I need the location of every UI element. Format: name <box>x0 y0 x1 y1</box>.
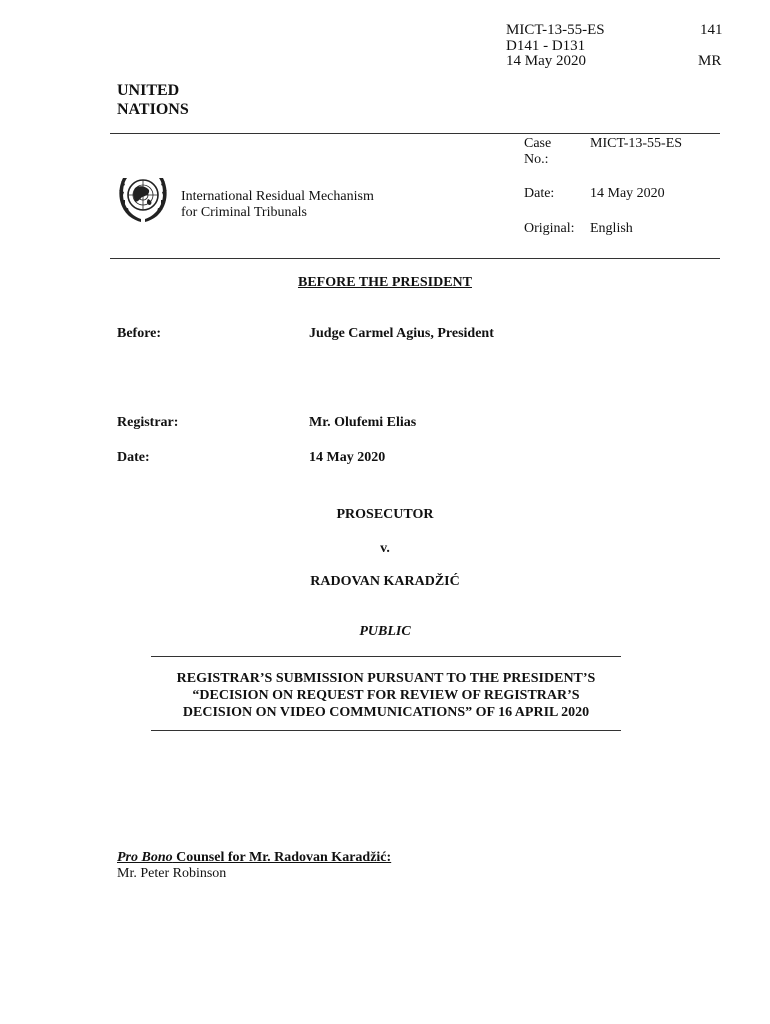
header-page-number: 141 <box>700 22 723 38</box>
submission-title-line-1: REGISTRAR’S SUBMISSION PURSUANT TO THE PRESIDENT’S <box>176 671 596 686</box>
before-value: Judge Carmel Agius, President <box>309 326 494 341</box>
divider-mid <box>110 258 720 259</box>
counsel-pro-bono: Pro Bono <box>117 850 173 865</box>
header-case-number: MICT-13-55-ES <box>506 22 605 38</box>
original-value: English <box>590 221 633 236</box>
submission-title-line-2: “DECISION ON REQUEST FOR REVIEW OF REGISTRAR’S <box>192 688 580 703</box>
body-date-value: 14 May 2020 <box>309 450 386 465</box>
org-line-1: UNITED <box>117 82 180 99</box>
title-rule-top <box>151 656 621 657</box>
submission-title-line-3: DECISION ON VIDEO COMMUNICATIONS” OF 16 APRIL 2020 <box>182 705 590 720</box>
header-range: D141 - D131 <box>506 38 586 54</box>
registrar-value: Mr. Olufemi Elias <box>309 415 417 430</box>
original-label: Original: <box>524 221 575 236</box>
case-label-2: No.: <box>524 152 549 167</box>
counsel-name: Mr. Peter Robinson <box>117 866 227 881</box>
heading-before-president: BEFORE THE PRESIDENT <box>297 275 472 290</box>
counsel-heading <box>117 850 391 866</box>
institution-line-2: for Criminal Tribunals <box>181 205 308 220</box>
case-label-1: Case <box>524 136 552 151</box>
un-emblem-icon <box>115 170 171 224</box>
title-rule-bottom <box>151 730 621 731</box>
case-value: MICT-13-55-ES <box>590 136 683 151</box>
body-date-label: Date: <box>117 450 150 465</box>
date-value: 14 May 2020 <box>590 186 665 201</box>
versus: v. <box>380 541 390 556</box>
org-line-2: NATIONS <box>117 101 189 118</box>
counsel-heading-rest: Counsel for Mr. Radovan Karadžić: <box>172 850 392 865</box>
registrar-label: Registrar: <box>117 415 179 430</box>
divider-top <box>110 133 720 134</box>
header-initials: MR <box>698 53 722 69</box>
date-label: Date: <box>524 186 555 201</box>
classification: PUBLIC <box>359 624 411 639</box>
party-prosecutor: PROSECUTOR <box>336 507 434 522</box>
institution-line-1: International Residual Mechanism <box>181 189 374 204</box>
header-date: 14 May 2020 <box>506 53 586 69</box>
before-label: Before: <box>117 326 162 341</box>
party-accused: RADOVAN KARADŽIĆ <box>310 574 460 589</box>
